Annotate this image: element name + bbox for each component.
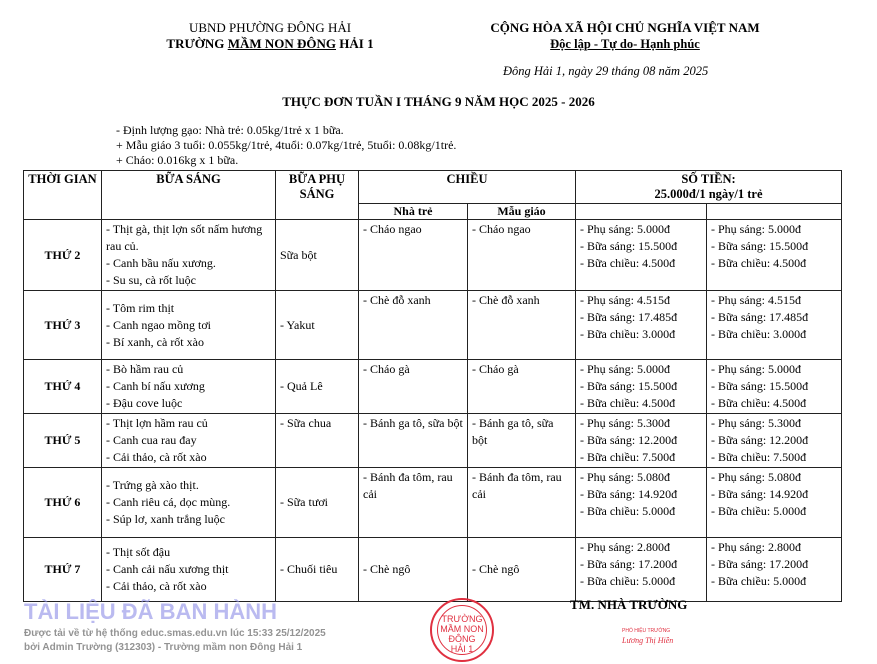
kindergarten-cell: - Chè ngô bbox=[468, 538, 576, 602]
cell-line: - Phụ sáng: 2.800đ bbox=[580, 540, 671, 554]
day-cell: THỨ 7 bbox=[24, 538, 102, 602]
cell-line: - Bữa chiều: 3.000đ bbox=[711, 327, 807, 341]
cost-kindergarten-cell bbox=[707, 220, 842, 291]
table-row bbox=[24, 360, 842, 414]
cell-line: - Phụ sáng: 2.800đ bbox=[711, 540, 802, 554]
cost-kindergarten-cell bbox=[707, 291, 842, 360]
cell-line: - Bữa chiều: 5.000đ bbox=[580, 574, 676, 588]
cell-line: - Bữa chiều: 7.500đ bbox=[580, 450, 676, 464]
cell-line: - Bữa sáng: 12.200đ bbox=[711, 433, 809, 447]
day-cell: THỨ 3 bbox=[24, 291, 102, 360]
signer-name: Lương Thị Hiền bbox=[622, 636, 674, 645]
document-title: THỰC ĐƠN TUẦN I THÁNG 9 NĂM HỌC 2025 - 2026 bbox=[282, 94, 595, 109]
cell-line: - Thịt sốt đậu bbox=[106, 545, 171, 559]
notes bbox=[116, 123, 456, 168]
snack-cell: - Sữa chua bbox=[276, 414, 359, 468]
header-cost-nt bbox=[576, 204, 707, 220]
cell-line: - Bữa chiều: 4.500đ bbox=[711, 256, 807, 270]
cell-line: - Bữa chiều: 4.500đ bbox=[580, 256, 676, 270]
cell-line: - Bữa sáng: 17.485đ bbox=[711, 310, 809, 324]
watermark-source bbox=[24, 627, 326, 655]
snack-cell: - Yakut bbox=[276, 291, 359, 360]
kindergarten-cell: - Bánh đa tôm, rau cải bbox=[468, 468, 576, 538]
nursery-cell: - Chè ngô bbox=[359, 538, 468, 602]
breakfast-cell bbox=[102, 538, 276, 602]
national-name: CỘNG HÒA XÃ HỘI CHỦ NGHĨA VIỆT NAM bbox=[490, 20, 760, 35]
cell-line: - Phụ sáng: 5.080đ bbox=[580, 470, 671, 484]
cell-line: - Phụ sáng: 5.300đ bbox=[580, 416, 671, 430]
school-suffix: HẢI 1 bbox=[336, 36, 374, 51]
national-header bbox=[455, 20, 795, 52]
snack-cell: - Quả Lê bbox=[276, 360, 359, 414]
cell-line: - Canh cua rau đay bbox=[106, 433, 197, 447]
cell-line: - Canh bí nấu xương bbox=[106, 379, 205, 393]
day-cell: THỨ 5 bbox=[24, 414, 102, 468]
table-row bbox=[24, 468, 842, 538]
issuer-school bbox=[150, 36, 390, 52]
cell-line: - Phụ sáng: 5.000đ bbox=[580, 362, 671, 376]
national-motto: Độc lập - Tự do- Hạnh phúc bbox=[550, 37, 700, 51]
cell-line: - Bữa sáng: 14.920đ bbox=[580, 487, 678, 501]
cost-rate: 25.000đ/1 ngày/1 trẻ bbox=[654, 187, 763, 201]
header-snack: BỮA PHỤ SÁNG bbox=[276, 171, 359, 220]
snack-cell: Sữa bột bbox=[276, 220, 359, 291]
note: + Cháo: 0.016kg x 1 bữa. bbox=[116, 153, 239, 167]
cell-line: - Bữa chiều: 7.500đ bbox=[711, 450, 807, 464]
cell-line: - Bữa sáng: 15.500đ bbox=[580, 239, 678, 253]
cell-line: - Bữa chiều: 5.000đ bbox=[711, 574, 807, 588]
cell-line: - Cải thảo, cà rốt xào bbox=[106, 579, 207, 593]
cost-nursery-cell bbox=[576, 538, 707, 602]
snack-cell: - Chuối tiêu bbox=[276, 538, 359, 602]
cell-line: - Canh cải nấu xương thịt bbox=[106, 562, 229, 576]
cell-line: - Thịt gà, thịt lợn sốt nấm hương rau củ. bbox=[106, 222, 263, 253]
signer-role: PHÓ HIỆU TRƯỞNG bbox=[622, 628, 671, 634]
watermark-line: Được tải về từ hệ thống educ.smas.edu.vn lúc 15:33 25/12/2025 bbox=[24, 628, 326, 639]
cost-nursery-cell bbox=[576, 220, 707, 291]
stamp-text: TRƯỜNG MẦM NON ĐÔNG HẢI 1 bbox=[440, 614, 484, 654]
nursery-cell: - Cháo ngao bbox=[359, 220, 468, 291]
cell-line: - Đậu cove luộc bbox=[106, 396, 183, 410]
nursery-cell: - Bánh đa tôm, rau cải bbox=[359, 468, 468, 538]
cell-line: - Bữa chiều: 4.500đ bbox=[580, 396, 676, 410]
cell-line: - Phụ sáng: 5.000đ bbox=[711, 222, 802, 236]
day-cell: THỨ 6 bbox=[24, 468, 102, 538]
watermark: TÀI LIỆU ĐÃ BAN HÀNH bbox=[24, 599, 277, 624]
cost-nursery-cell bbox=[576, 291, 707, 360]
table-row bbox=[24, 414, 842, 468]
kindergarten-cell: - Bánh ga tô, sữa bột bbox=[468, 414, 576, 468]
nursery-cell: - Bánh ga tô, sữa bột bbox=[359, 414, 468, 468]
cell-line: - Bữa sáng: 15.500đ bbox=[580, 379, 678, 393]
menu-table bbox=[23, 170, 842, 602]
signature-label: TM. NHÀ TRƯỜNG bbox=[570, 597, 688, 612]
cell-line: - Bữa sáng: 15.500đ bbox=[711, 239, 809, 253]
cost-label: SỐ TIỀN: bbox=[681, 172, 736, 186]
kindergarten-cell: - Cháo ngao bbox=[468, 220, 576, 291]
cell-line: - Phụ sáng: 4.515đ bbox=[711, 293, 802, 307]
breakfast-cell bbox=[102, 291, 276, 360]
cell-line: - Tôm rim thịt bbox=[106, 300, 175, 315]
cell-line: - Bữa sáng: 17.200đ bbox=[580, 557, 678, 571]
cell-line: - Bữa sáng: 14.920đ bbox=[711, 487, 809, 501]
cell-line: - Bữa chiều: 5.000đ bbox=[580, 504, 676, 518]
cell-line: - Bữa sáng: 12.200đ bbox=[580, 433, 678, 447]
cost-kindergarten-cell bbox=[707, 468, 842, 538]
cell-line: - Phụ sáng: 4.515đ bbox=[580, 293, 671, 307]
cell-line: - Cải thảo, cà rốt xào bbox=[106, 450, 207, 464]
kindergarten-cell: - Chè đỗ xanh bbox=[468, 291, 576, 360]
document-date: Đông Hải 1, ngày 29 tháng 08 năm 2025 bbox=[503, 64, 709, 78]
cell-line: - Súp lơ, xanh trắng luộc bbox=[106, 512, 225, 526]
table-row bbox=[24, 220, 842, 291]
breakfast-cell bbox=[102, 414, 276, 468]
cost-nursery-cell bbox=[576, 414, 707, 468]
cost-kindergarten-cell bbox=[707, 414, 842, 468]
cell-line: - Trứng gà xào thịt. bbox=[106, 478, 199, 492]
cell-line: - Bữa sáng: 17.485đ bbox=[580, 310, 678, 324]
header-breakfast: BỮA SÁNG bbox=[102, 171, 276, 220]
cell-line: - Bữa sáng: 17.200đ bbox=[711, 557, 809, 571]
cell-line: - Canh riêu cá, dọc mùng. bbox=[106, 495, 231, 509]
cost-kindergarten-cell bbox=[707, 538, 842, 602]
header-cost-mg bbox=[707, 204, 842, 220]
day-cell: THỨ 4 bbox=[24, 360, 102, 414]
note: - Định lượng gạo: Nhà trẻ: 0.05kg/1trẻ x 1 bữa. bbox=[116, 123, 344, 137]
kindergarten-cell: - Cháo gà bbox=[468, 360, 576, 414]
day-cell: THỨ 2 bbox=[24, 220, 102, 291]
header-nursery: Nhà trẻ bbox=[359, 204, 468, 220]
cell-line: - Su su, cà rốt luộc bbox=[106, 273, 196, 287]
cell-line: - Bí xanh, cà rốt xào bbox=[106, 334, 204, 349]
header-afternoon: CHIỀU bbox=[359, 171, 576, 204]
breakfast-cell bbox=[102, 360, 276, 414]
issuer-ward: UBND PHƯỜNG ĐÔNG HẢI bbox=[188, 20, 352, 35]
header-cost bbox=[576, 171, 842, 204]
header-kindergarten: Mẫu giáo bbox=[468, 204, 576, 220]
cell-line: - Bữa chiều: 5.000đ bbox=[711, 504, 807, 518]
breakfast-cell bbox=[102, 220, 276, 291]
cost-nursery-cell bbox=[576, 468, 707, 538]
watermark-line: bởi Admin Trường (312303) - Trường mầm non Đông Hải 1 bbox=[24, 642, 303, 653]
cell-line: - Bữa chiều: 4.500đ bbox=[711, 396, 807, 410]
cell-line: - Bữa sáng: 15.500đ bbox=[711, 379, 809, 393]
cell-line: - Phụ sáng: 5.000đ bbox=[580, 222, 671, 236]
cell-line: - Phụ sáng: 5.080đ bbox=[711, 470, 802, 484]
snack-cell: - Sữa tươi bbox=[276, 468, 359, 538]
cell-line: - Phụ sáng: 5.300đ bbox=[711, 416, 802, 430]
school-stamp bbox=[430, 598, 494, 662]
cell-line: - Canh bầu nấu xương. bbox=[106, 256, 216, 270]
issuer-block bbox=[150, 20, 390, 52]
school-prefix: TRƯỜNG bbox=[166, 36, 228, 51]
cell-line: - Bò hầm rau củ bbox=[106, 362, 184, 376]
cell-line: - Bữa chiều: 3.000đ bbox=[580, 327, 676, 341]
cell-line: - Phụ sáng: 5.000đ bbox=[711, 362, 802, 376]
nursery-cell: - Cháo gà bbox=[359, 360, 468, 414]
table-row bbox=[24, 538, 842, 602]
breakfast-cell bbox=[102, 468, 276, 538]
cost-nursery-cell bbox=[576, 360, 707, 414]
cost-kindergarten-cell bbox=[707, 360, 842, 414]
cell-line: - Canh ngao mồng tơi bbox=[106, 317, 211, 332]
note: + Mẫu giáo 3 tuổi: 0.055kg/1trẻ, 4tuổi: 0.07kg/1trẻ, 5tuổi: 0.08kg/1trẻ. bbox=[116, 138, 457, 152]
nursery-cell: - Chè đỗ xanh bbox=[359, 291, 468, 360]
header-time: THỜI GIAN bbox=[24, 171, 102, 220]
table-row bbox=[24, 291, 842, 360]
cell-line: - Thịt lợn hầm rau củ bbox=[106, 416, 208, 430]
school-underlined: MẦM NON ĐÔNG bbox=[227, 36, 337, 51]
